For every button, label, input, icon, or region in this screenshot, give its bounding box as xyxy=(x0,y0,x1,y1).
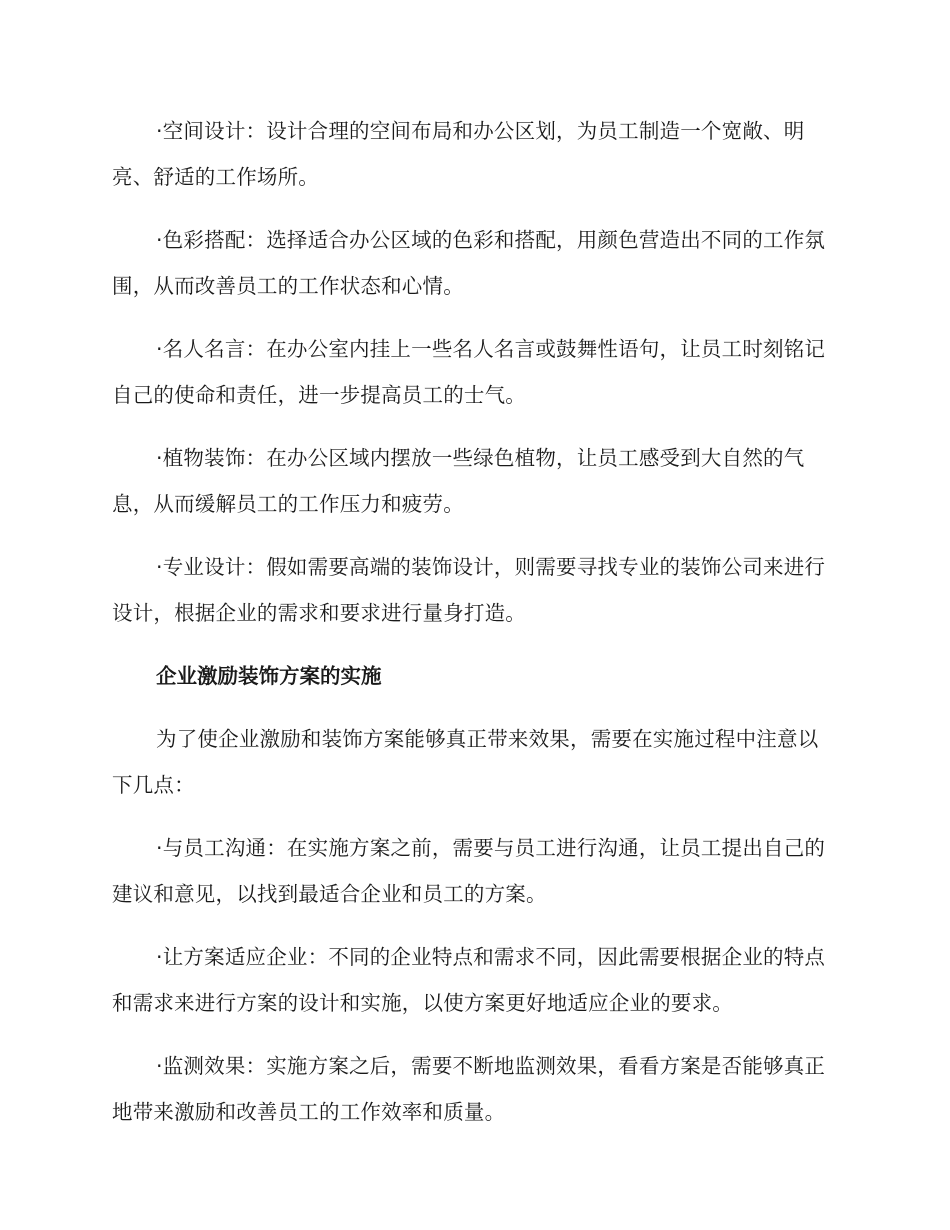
bullet-space-design: ·空间设计：设计合理的空间布局和办公区划，为员工制造一个宽敞、明亮、舒适的工作场所。 xyxy=(112,119,805,189)
bullet-famous-quotes: ·名人名言：在办公室内挂上一些名人名言或鼓舞性语句，让员工时刻铭记自己的使命和责任，进一步提高员工的士气。 xyxy=(112,337,826,407)
bullet-color-matching: ·色彩搭配：选择适合办公区域的色彩和搭配，用颜色营造出不同的工作氛围，从而改善员工的工作状态和心情。 xyxy=(112,228,826,298)
bullet-plant-decoration: ·植物装饰：在办公区域内摆放一些绿色植物，让员工感受到大自然的气息，从而缓解员工的工作压力和疲劳。 xyxy=(112,446,805,516)
bullet-adapt-to-enterprise: ·让方案适应企业：不同的企业特点和需求不同，因此需要根据企业的特点和需求来进行方案的设计和实施，以使方案更好地适应企业的要求。 xyxy=(112,945,826,1015)
bullet-professional-design: ·专业设计：假如需要高端的装饰设计，则需要寻找专业的装饰公司来进行设计，根据企业的需求和要求进行量身打造。 xyxy=(112,555,826,625)
intro-paragraph: 为了使企业激励和装饰方案能够真正带来效果，需要在实施过程中注意以下几点： xyxy=(112,727,819,797)
document-body xyxy=(112,108,832,1152)
bullet-monitor-effect: ·监测效果：实施方案之后，需要不断地监测效果，看看方案是否能够真正地带来激励和改善员工的工作效率和质量。 xyxy=(112,1054,826,1124)
bullet-communicate-with-staff: ·与员工沟通：在实施方案之前，需要与员工进行沟通，让员工提出自己的建议和意见，以找到最适合企业和员工的方案。 xyxy=(112,836,826,906)
section-heading: 企业激励装饰方案的实施 xyxy=(156,664,382,688)
